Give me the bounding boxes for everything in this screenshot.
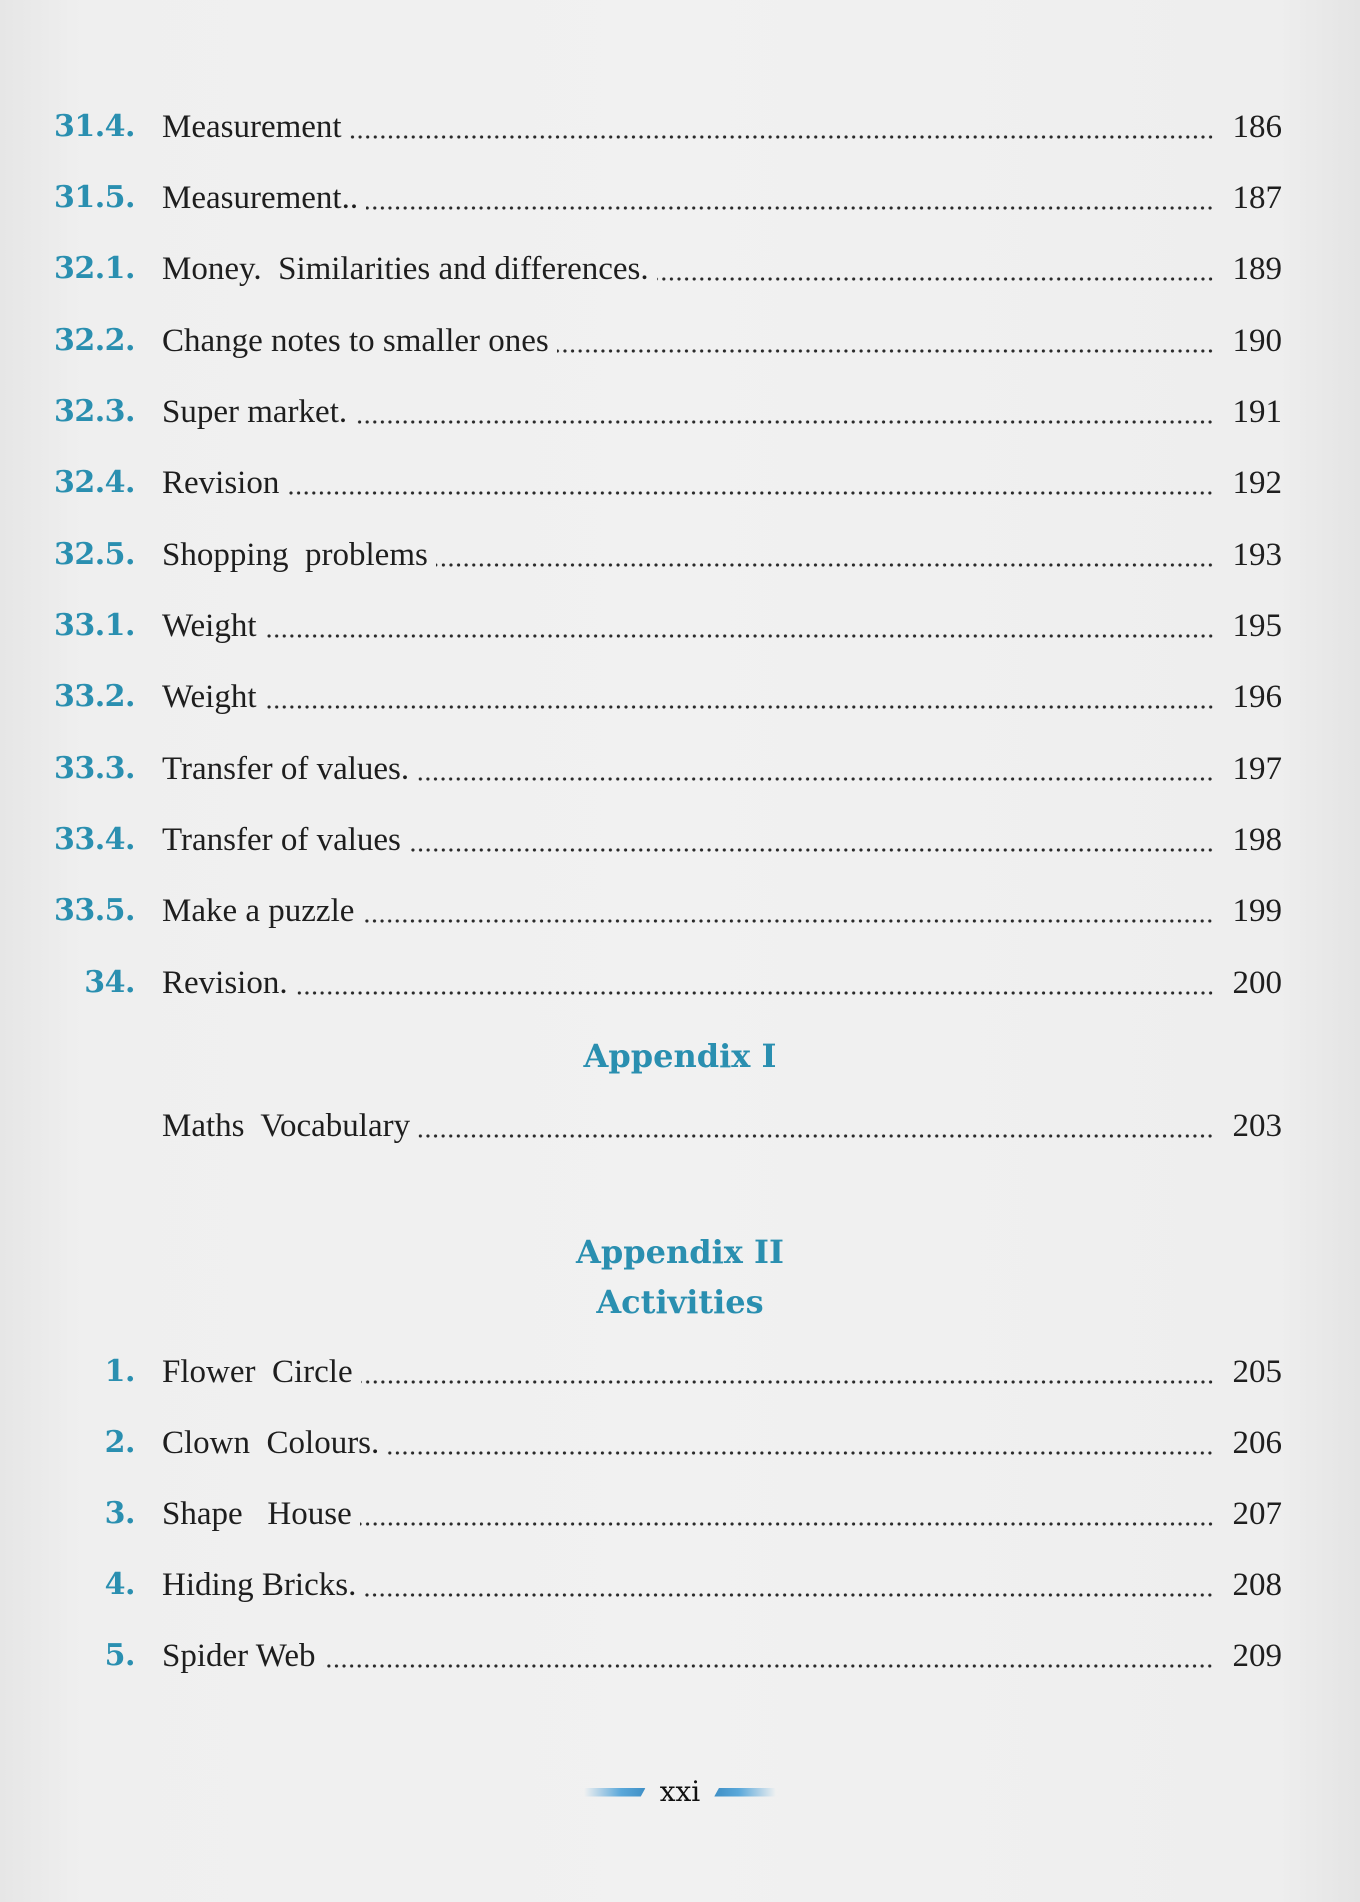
dot-leader bbox=[323, 1663, 1214, 1669]
entry-page: 196 bbox=[1232, 679, 1282, 715]
dot-leader bbox=[296, 990, 1214, 996]
entry-page: 192 bbox=[1232, 465, 1282, 501]
entry-page: 195 bbox=[1232, 608, 1282, 644]
toc-entry[interactable] bbox=[0, 961, 1360, 1005]
dot-leader bbox=[387, 1450, 1214, 1456]
entry-page: 187 bbox=[1232, 180, 1282, 216]
entry-number: 33.2. bbox=[53, 679, 135, 714]
entry-title: Make a puzzle bbox=[162, 893, 355, 929]
dot-leader bbox=[436, 562, 1214, 568]
toc-entry[interactable] bbox=[0, 747, 1360, 791]
entry-page: 186 bbox=[1232, 109, 1282, 145]
entry-page: 189 bbox=[1232, 251, 1282, 287]
toc-entry[interactable] bbox=[0, 1634, 1360, 1678]
toc-entry[interactable] bbox=[0, 675, 1360, 719]
entry-title: Weight bbox=[162, 608, 257, 644]
entry-number: 4. bbox=[104, 1567, 135, 1602]
entry-number: 32.5. bbox=[53, 537, 135, 572]
footer-decoration-right bbox=[714, 1788, 776, 1797]
entry-title: Revision. bbox=[162, 965, 288, 1001]
appendix-2-subheading: Activities bbox=[596, 1283, 764, 1321]
entry-page: 203 bbox=[1232, 1108, 1282, 1144]
entry-page: 193 bbox=[1232, 537, 1282, 573]
entry-title: Maths Vocabulary bbox=[162, 1108, 411, 1144]
dot-leader bbox=[417, 776, 1214, 782]
toc-entry[interactable] bbox=[0, 461, 1360, 505]
dot-leader bbox=[557, 348, 1214, 354]
entry-number: 32.3. bbox=[53, 394, 135, 429]
dot-leader bbox=[355, 419, 1214, 425]
toc-entry[interactable] bbox=[0, 1104, 1360, 1148]
entry-page: 209 bbox=[1232, 1638, 1282, 1674]
appendix-1-heading: Appendix I bbox=[583, 1037, 777, 1075]
dot-leader bbox=[366, 205, 1214, 211]
entry-page: 191 bbox=[1232, 394, 1282, 430]
entry-page: 199 bbox=[1232, 893, 1282, 929]
entry-title: Measurement bbox=[162, 109, 342, 145]
entry-page: 198 bbox=[1232, 822, 1282, 858]
toc-entry[interactable] bbox=[0, 247, 1360, 291]
entry-number: 32.4. bbox=[53, 465, 135, 500]
appendix-2-heading: Appendix II bbox=[576, 1233, 784, 1271]
entry-number: 32.1. bbox=[53, 251, 135, 286]
entry-title: Super market. bbox=[162, 394, 348, 430]
toc-entry[interactable] bbox=[0, 818, 1360, 862]
entry-title: Shape House bbox=[162, 1496, 352, 1532]
dot-leader bbox=[360, 1521, 1214, 1527]
dot-leader bbox=[350, 134, 1214, 140]
entry-number: 5. bbox=[104, 1638, 135, 1673]
entry-number: 33.5. bbox=[53, 893, 135, 928]
entry-title: Flower Circle bbox=[162, 1354, 353, 1390]
entry-title: Hiding Bricks. bbox=[162, 1567, 357, 1603]
toc-entry[interactable] bbox=[0, 889, 1360, 933]
toc-entry[interactable] bbox=[0, 1421, 1360, 1465]
dot-leader bbox=[418, 1133, 1214, 1139]
entry-title: Money. Similarities and differences. bbox=[162, 251, 649, 287]
entry-title: Clown Colours. bbox=[162, 1425, 380, 1461]
toc-entry[interactable] bbox=[0, 1492, 1360, 1536]
entry-number: 31.5. bbox=[53, 180, 135, 215]
entry-page: 208 bbox=[1232, 1567, 1282, 1603]
dot-leader bbox=[265, 633, 1215, 639]
dot-leader bbox=[364, 1592, 1214, 1598]
entry-number: 33.1. bbox=[53, 608, 135, 643]
dot-leader bbox=[287, 490, 1214, 496]
entry-title: Change notes to smaller ones bbox=[162, 323, 549, 359]
entry-title: Spider Web bbox=[162, 1638, 316, 1674]
dot-leader bbox=[361, 1379, 1214, 1385]
entry-page: 205 bbox=[1232, 1354, 1282, 1390]
toc-entry[interactable] bbox=[0, 604, 1360, 648]
entry-title: Shopping problems bbox=[162, 537, 428, 573]
dot-leader bbox=[657, 276, 1214, 282]
entry-number: 34. bbox=[84, 965, 135, 1000]
toc-entry[interactable] bbox=[0, 105, 1360, 149]
entry-page: 206 bbox=[1232, 1425, 1282, 1461]
entry-number: 31.4. bbox=[53, 109, 135, 144]
dot-leader bbox=[362, 918, 1214, 924]
toc-entry[interactable] bbox=[0, 390, 1360, 434]
footer-decoration-left bbox=[584, 1788, 646, 1797]
entry-number: 3. bbox=[104, 1496, 135, 1531]
entry-title: Revision bbox=[162, 465, 280, 501]
dot-leader bbox=[265, 704, 1215, 710]
page-footer bbox=[0, 1772, 1360, 1812]
entry-number: 2. bbox=[104, 1425, 135, 1460]
toc-entry[interactable] bbox=[0, 1350, 1360, 1394]
entry-number: 33.4. bbox=[53, 822, 135, 857]
page-number: xxi bbox=[659, 1775, 701, 1808]
entry-number: 1. bbox=[104, 1354, 135, 1389]
entry-page: 190 bbox=[1232, 323, 1282, 359]
entry-title: Transfer of values. bbox=[162, 751, 410, 787]
entry-number: 32.2. bbox=[53, 323, 135, 358]
toc-entry[interactable] bbox=[0, 1563, 1360, 1607]
toc-entry[interactable] bbox=[0, 176, 1360, 220]
entry-page: 200 bbox=[1232, 965, 1282, 1001]
entry-page: 207 bbox=[1232, 1496, 1282, 1532]
entry-title: Measurement.. bbox=[162, 180, 359, 216]
entry-title: Weight bbox=[162, 679, 257, 715]
entry-number: 33.3. bbox=[53, 751, 135, 786]
entry-page: 197 bbox=[1232, 751, 1282, 787]
toc-entry[interactable] bbox=[0, 319, 1360, 363]
dot-leader bbox=[409, 847, 1214, 853]
entry-title: Transfer of values bbox=[162, 822, 401, 858]
toc-entry[interactable] bbox=[0, 533, 1360, 577]
